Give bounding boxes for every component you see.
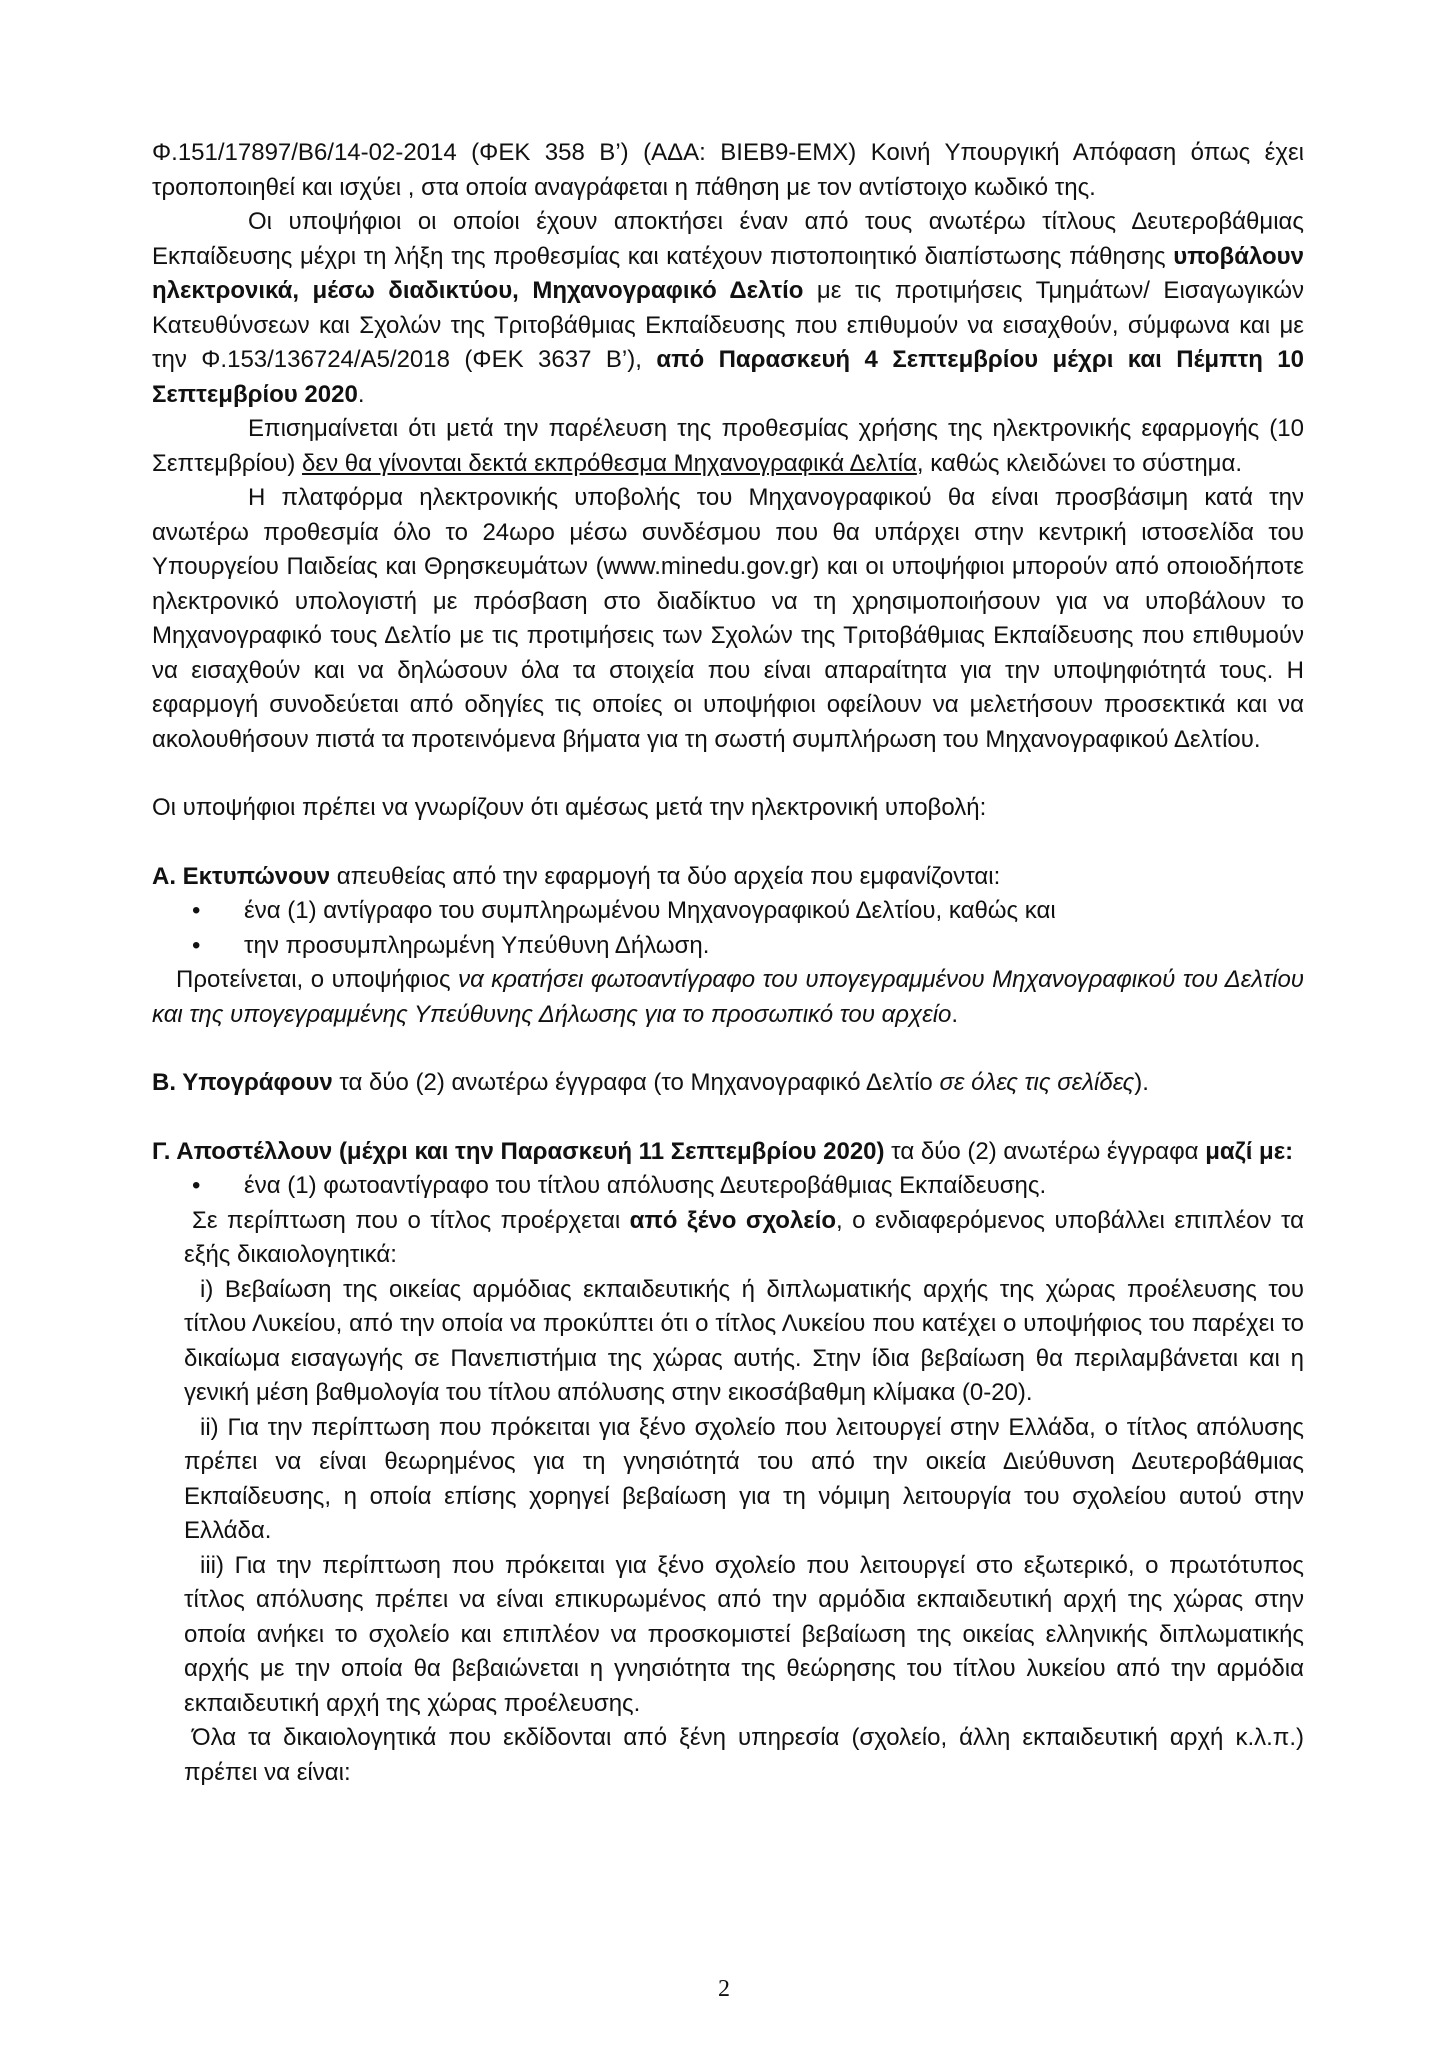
bold-run: από ξένο σχολείο: [629, 1206, 837, 1234]
requirement-item-iii: iii) Για την περίπτωση που πρόκειται για ξένο σχολείο που λειτουργεί στο εξωτερικό, ο πρωτότυπος τίτλος απόλυσης πρέπει να είναι επικυρωμένος από την αρμόδια εκπαιδευτική αρχή της χώρας στην οποία ανήκει το σχολείο και επιπλέον να προσκομιστεί βεβαίωση της οικείας ελληνικής διπλωματικής αρχής με την οποία θα βεβαιώνεται η γνησιότητα της θεώρησης του τίτλου λυκείου από την αρμόδια εκπαιδευτική αρχή της χώρας προέλευσης.: [184, 1551, 1304, 1717]
section-c-bullet: [192, 1169, 1304, 1204]
underlined-run: δεν θα γίνονται δεκτά εκπρόθεσμα Μηχανογραφικά Δελτία: [302, 449, 917, 477]
section-a-bullet-2: [192, 929, 1304, 964]
bullet-text: την προσυμπληρωμένη Υπεύθυνη Δήλωση.: [244, 931, 710, 959]
section-b-title: Β. Υπογράφουν: [152, 1069, 333, 1096]
text-run: Σε περίπτωση που ο τίτλος προέρχεται: [192, 1206, 630, 1234]
bold-run: μαζί με:: [1205, 1137, 1294, 1165]
italic-run: να κρατήσει φωτοαντίγραφο του υπογεγραμμένου Μηχανογραφικού του Δελτίου και της υπογεγραμμένης Υπεύθυνης Δήλωσης για το προσωπικό του αρχείο: [152, 966, 1304, 1028]
bold-run: υποβάλουν ηλεκτρονικά, μέσω διαδικτύου, Μηχανογραφικό Δελτίο: [152, 242, 1304, 304]
section-a-bullet-1: [192, 894, 1304, 929]
text-run: τα δύο (2) ανωτέρω έγγραφα: [884, 1137, 1206, 1165]
section-c-heading: [152, 1135, 1304, 1170]
text-run: Προτείνεται, ο υποψήφιος: [176, 966, 459, 993]
bullet-icon: •: [192, 1172, 201, 1199]
text-run: απευθείας από την εφαρμογή τα δύο αρχεία που εμφανίζονται:: [330, 862, 1001, 890]
section-b-paragraph: [152, 1066, 1304, 1101]
italic-run: σε όλες τις σελίδες: [939, 1069, 1135, 1096]
section-a-note: [152, 963, 1304, 1032]
requirement-item-i: i) Βεβαίωση της οικείας αρμόδιας εκπαιδευτικής ή διπλωματικής αρχής της χώρας προέλευσης του τίτλου Λυκείου, από την οποία να προκύπτει ότι ο τίτλος Λυκείου που κατέχει ο υποψήφιος του παρέχει το δικαίωμα εισαγωγής σε Πανεπιστήμια της χώρας αυτής. Στην ίδια βεβαίωση θα περιλαμβάνεται και η γενική μέση βαθμολογία του τίτλου απόλυσης στην εικοσάβαθμη κλίμακα (0-20).: [184, 1275, 1304, 1406]
text-run: τα δύο (2) ανωτέρω έγγραφα (το Μηχανογραφικό Δελτίο: [332, 1069, 940, 1096]
text-run: , καθώς κλειδώνει το σύστημα.: [916, 449, 1243, 477]
section-a-title: Α. Εκτυπώνουν: [152, 862, 331, 890]
text-run: Οι υποψήφιοι οι οποίοι έχουν αποκτήσει έναν από τους ανωτέρω τίτλους Δευτεροβάθμιας Εκπαίδευσης μέχρι τη λήξη της προθεσμίας και κατέχουν πιστοποιητικό διαπίστωσης πάθησης: [152, 208, 1304, 270]
text-run: Επισημαίνεται ότι μετά την παρέλευση της προθεσμίας χρήσης της ηλεκτρονικής εφαρμογής (10 Σεπτεμβρίου): [152, 415, 1304, 477]
intro-paragraph-4: Η πλατφόρμα ηλεκτρονικής υποβολής του Μηχανογραφικού θα είναι προσβάσιμη κατά την ανωτέρω προθεσμία όλο το 24ωρο μέσω συνδέσμου που θα υπάρχει στην κεντρική ιστοσελίδα του Υπουργείου Παιδείας και Θρησκευμάτων (www.minedu.gov.gr) και οι υποψήφιοι μπορούν από οποιοδήποτε ηλεκτρονικό υπολογιστή με πρόσβαση στο διαδίκτυο να τη χρησιμοποιήσουν για να υποβάλουν το Μηχανογραφικό τους Δελτίο με τις προτιμήσεις των Σχολών της Τριτοβάθμιας Εκπαίδευσης που επιθυμούν να εισαχθούν και να δηλώσουν όλα τα στοιχεία που είναι απαραίτητα για την υποψηφιότητά τους. Η εφαρμογή συνοδεύεται από οδηγίες τις οποίες οι υποψήφιοι οφείλουν να μελετήσουν προσεκτικά και να ακολουθήσουν πιστά τα προτεινόμενα βήματα για τη σωστή συμπλήρωση του Μηχανογραφικού Δελτίου.: [152, 484, 1304, 753]
closing-paragraph: Όλα τα δικαιολογητικά που εκδίδονται από ξένη υπηρεσία (σχολείο, άλλη εκπαιδευτική αρχή κ.λ.π.) πρέπει να είναι:: [184, 1724, 1304, 1786]
intro-paragraph-3: [152, 412, 1304, 481]
text-run: .: [357, 380, 365, 408]
page-number: 2: [718, 1976, 730, 2002]
document-page: [152, 136, 1304, 1790]
bullet-text: ένα (1) φωτοαντίγραφο του τίτλου απόλυσης Δευτεροβάθμιας Εκπαίδευσης.: [244, 1172, 1047, 1199]
bullet-text: ένα (1) αντίγραφο του συμπληρωμένου Μηχανογραφικού Δελτίου, καθώς και: [244, 897, 1056, 924]
foreign-school-paragraph: [152, 1204, 1304, 1273]
text-run: .: [951, 1000, 959, 1028]
requirement-item-ii: ii) Για την περίπτωση που πρόκειται για ξένο σχολείο που λειτουργεί στην Ελλάδα, ο τίτλος απόλυσης πρέπει να είναι θεωρημένος για τη γνησιότητά του από την οικεία Διεύθυνση Δευτεροβάθμιας Εκπαίδευσης, η οποία επίσης χορηγεί βεβαίωση για τη νόμιμη λειτουργία του σχολείου αυτού στην Ελλάδα.: [184, 1413, 1304, 1544]
bullet-icon: •: [192, 897, 201, 924]
section-a-heading: [152, 860, 1304, 895]
text-run: , ο ενδιαφερόμενος υποβάλλει επιπλέον τα εξής δικαιολογητικά:: [184, 1206, 1305, 1268]
text-run: ).: [1134, 1069, 1149, 1096]
deadline-bold: από Παρασκευή 4 Σεπτεμβρίου μέχρι και Πέμπτη 10 Σεπτεμβρίου 2020: [152, 346, 1304, 408]
intro-paragraph-2: [152, 205, 1304, 412]
bullet-icon: •: [192, 931, 201, 959]
section-c-title: Γ. Αποστέλλουν (μέχρι και την Παρασκευή 11 Σεπτεμβρίου 2020): [152, 1137, 885, 1165]
intro-paragraph-1: Φ.151/17897/Β6/14-02-2014 (ΦΕΚ 358 Β’) (ΑΔΑ: ΒΙΕΒ9-ΕΜΧ) Κοινή Υπουργική Απόφαση όπως έχει τροποποιηθεί και ισχύει , στα οποία αναγράφεται η πάθηση με τον αντίστοιχο κωδικό της.: [152, 139, 1304, 201]
text-run: με τις προτιμήσεις Τμημάτων/ Εισαγωγικών Κατευθύνσεων και Σχολών της Τριτοβάθμιας Εκπαίδευσης που επιθυμούν να εισαχθούν, σύμφωνα και με την Φ.153/136724/Α5/2018 (ΦΕΚ 3637 Β’),: [152, 277, 1304, 373]
after-submit-paragraph: Οι υποψήφιοι πρέπει να γνωρίζουν ότι αμέσως μετά την ηλεκτρονική υποβολή:: [152, 794, 987, 821]
